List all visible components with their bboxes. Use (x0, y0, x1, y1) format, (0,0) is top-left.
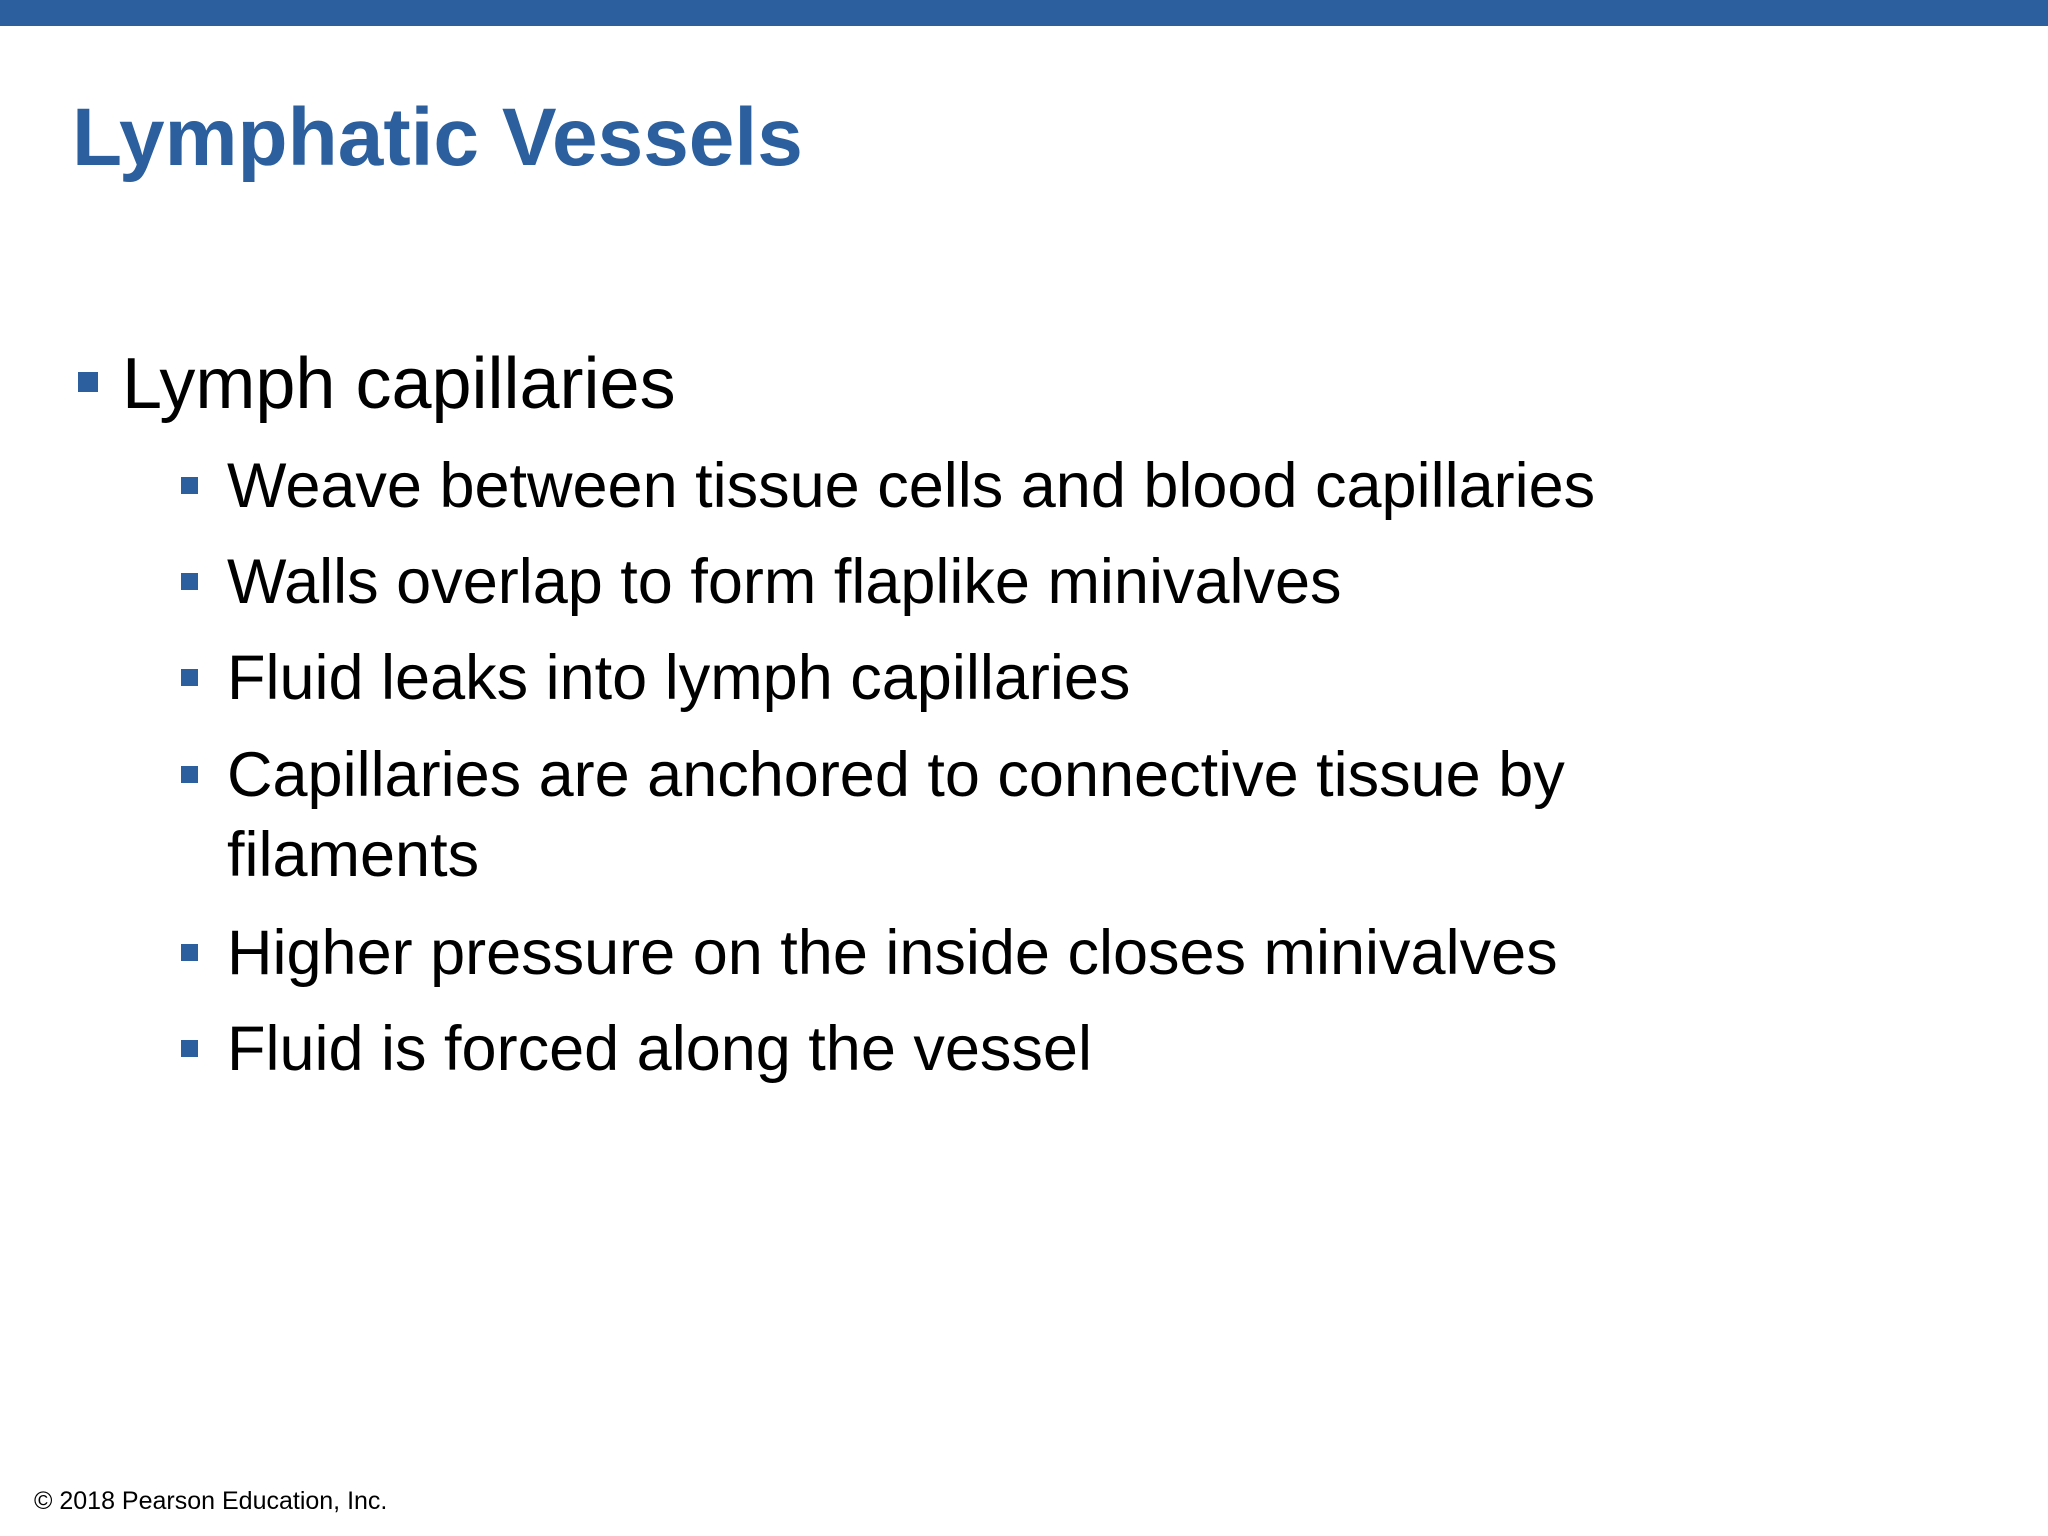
slide-title: Lymphatic Vessels (72, 92, 803, 183)
sub-bullet-text: Walls overlap to form flaplike minivalves (227, 547, 1342, 617)
bullet-text: Lymph capillaries (122, 344, 676, 424)
square-bullet-icon (78, 372, 98, 392)
sub-bullet-text: Fluid is forced along the vessel (227, 1014, 1092, 1084)
sub-bullet-text: Weave between tissue cells and blood capillaries (227, 451, 1596, 521)
sub-bullet-text: Capillaries are anchored to connective tissue by (227, 740, 1565, 810)
square-bullet-icon (181, 944, 198, 961)
copyright-footer: © 2018 Pearson Education, Inc. (34, 1487, 388, 1515)
square-bullet-icon (181, 573, 198, 590)
square-bullet-icon (181, 766, 198, 783)
square-bullet-icon (181, 669, 198, 686)
sub-bullet-text-continuation: filaments (227, 820, 480, 890)
sub-bullet-text: Higher pressure on the inside closes minivalves (227, 918, 1558, 988)
square-bullet-icon (181, 477, 198, 494)
sub-bullet-text: Fluid leaks into lymph capillaries (227, 643, 1131, 713)
square-bullet-icon (181, 1040, 198, 1057)
